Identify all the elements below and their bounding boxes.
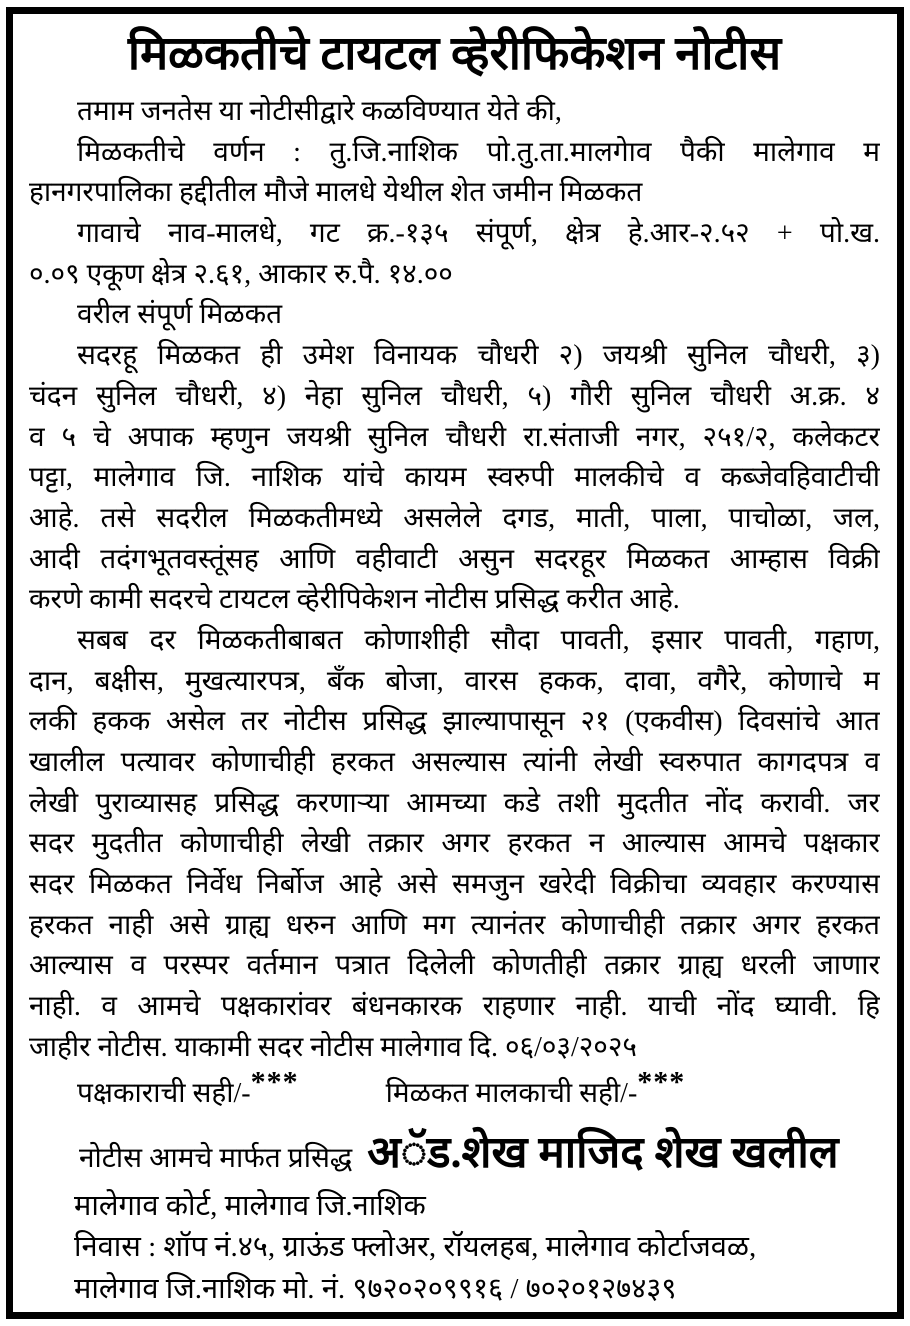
notice-line: व ५ चे अपाक म्हणुन जयश्री सुनिल चौधरी रा.संताजी नगर, २५१/२, कलेकटर [29, 421, 880, 453]
footer-line: निवास : शॉप नं.४५, ग्राऊंड फ्लोअर, रॉयलहब, मालेगाव कोर्टाजवळ, [74, 1231, 757, 1263]
notice-line: आल्यास व परस्पर वर्तमान पत्रात दिलेली कोणतीही तक्रार ग्राह्य धरली जाणार [29, 950, 880, 982]
footer-line: मालेगाव जि.नाशिक मो. नं. ९७२०२०९९१६ / ७०२०१२७४३९ [74, 1272, 677, 1305]
notice-line: ०.०९ एकूण क्षेत्र २.६१, आकार रु.पै. १४.०० [29, 258, 453, 290]
notice-line: मिळकतीचे वर्णन : तु.जि.नाशिक पो.तु.ता.मालगेाव पैकी मालेगाव म [77, 136, 880, 168]
notice-line: वरील संपूर्ण मिळकत [77, 299, 283, 331]
notice-line: सदर मुदतीत कोणाचीही लेखी तक्रार अगर हरकत न आल्यास आमचे पक्षकार [29, 828, 880, 860]
party-signature-label: पक्षकाराची सही/- [77, 1077, 251, 1109]
notice-line: तमाम जनतेस या नोटीसीद्वारे कळविण्यात येते की, [77, 96, 562, 127]
notice-line: सबब दर मिळकतीबाबत कोणाशीही सौदा पावती, इसार पावती, गहाण, [77, 624, 880, 656]
notice-line: गावाचे नाव-मालधे, गट क्र.-१३५ संपूर्ण, क्षेत्र हे.आर-२.५२ + पो.ख. [77, 218, 880, 250]
footer-block [29, 1186, 880, 1311]
notice-line: लकी हकक असेल तर नोटीस प्रसिद्ध झाल्यापासून २१ (एकवीस) दिवसांचे आत [29, 706, 880, 738]
notice-line: दान, बक्षीस, मुखत्यारपत्र, बँक बोजा, वारस हकक, दावा, वगैरे, कोणाचे म [29, 665, 880, 697]
notice-border-frame [6, 7, 904, 1319]
notice-title: मिळकतीचे टायटल व्हेरीफिकेशन नोटीस [127, 28, 782, 80]
owner-signature-stars: *** [637, 1071, 686, 1099]
notice-line: सदर मिळकत निर्वेध निर्बोज आहे असे समजुन खरेदी विक्रीचा व्यवहार करण्यास [29, 869, 880, 901]
notice-line: नाही. व आमचे पक्षकारांवर बंधनकारक राहणार नाही. याची नोंद घ्यावी. हि [29, 991, 880, 1023]
notice-line: हरकत नाही असे ग्राह्य धरुन आणि मग त्यानंतर कोणाचीही तक्रार अगर हरकत [29, 909, 880, 941]
publisher-prefix: नोटीस आमचे मार्फत प्रसिद्ध [79, 1142, 353, 1174]
party-signature [77, 1071, 299, 1109]
notice-line: जाहीर नोटीस. याकामी सदर नोटीस मालेगाव दि. ०६/०३/२०२५ [29, 1031, 637, 1063]
publisher-row [29, 1124, 880, 1184]
notice-body [29, 92, 880, 1069]
owner-signature-label: मिळकत मालकाची सही/- [385, 1077, 638, 1109]
owner-signature [385, 1071, 686, 1109]
notice-line: चंदन सुनिल चौधरी, ४) नेहा सुनिल चौधरी, ५) गौरी सुनिल चौधरी अ.क्र. ४ [29, 380, 880, 412]
advocate-name: अॅड.शेख माजिद शेख खलील [367, 1127, 839, 1177]
footer-line: मालेगाव कोर्ट, मालेगाव जि.नाशिक [74, 1189, 426, 1222]
notice-line: सदरहू मिळकत ही उमेश विनायक चौधरी २) जयश्री सुनिल चौधरी, ३) [77, 340, 880, 372]
notice-line: आदी तदंगभूतवस्तूंसह आणि वहीवाटी असुन सदरहूर मिळकत आम्हास विक्री [29, 543, 880, 575]
notice-line: खालील पत्यावर कोणाचीही हरकत असल्यास त्यांनी लेखी स्वरुपात कागदपत्र व [29, 747, 880, 778]
notice-line: पट्टा, मालेगाव जि. नाशिक यांचे कायम स्वरुपी मालकीचे व कब्जेवहिवाटीची [29, 462, 880, 494]
notice-line: करणे कामी सदरचे टायटल व्हेरीपिकेशन नोटीस प्रसिद्ध करीत आहे. [29, 584, 680, 616]
notice-line: लेखी पुराव्यासह प्रसिद्ध करणाऱ्या आमच्या कडे तशी मुदतीत नोंद करावी. जर [29, 787, 880, 819]
notice-line: हानगरपालिका हद्दीतील मौजे मालधे येथील शेत जमीन मिळकत [29, 177, 643, 209]
notice-line: आहे. तसे सदरील मिळकतीमध्ये असलेले दगड, माती, पाला, पाचोळा, जल, [29, 502, 880, 534]
signature-row [29, 1072, 880, 1118]
party-signature-stars: *** [250, 1071, 299, 1099]
